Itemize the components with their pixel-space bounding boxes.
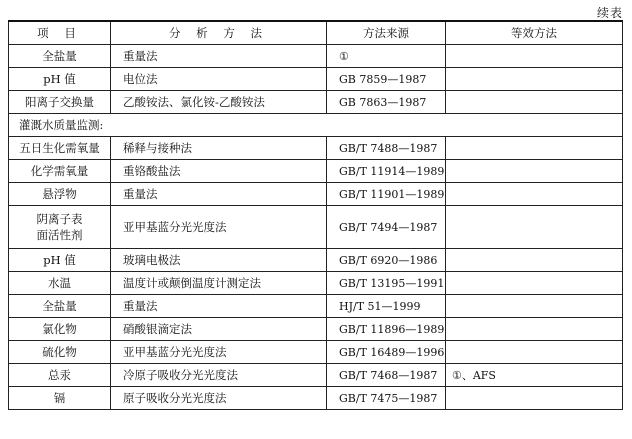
cell-source: GB/T 16489—1996	[327, 341, 446, 364]
cell-source: GB/T 7488—1987	[327, 137, 446, 160]
cell-method: 重量法	[111, 295, 327, 318]
continued-label: 续表	[596, 6, 623, 20]
cell-equivalent	[446, 272, 623, 295]
cell-item: 全盐量	[9, 295, 111, 318]
cell-source: GB/T 7468—1987	[327, 364, 446, 387]
cell-method: 亚甲基蓝分光光度法	[111, 341, 327, 364]
table-row	[9, 45, 623, 68]
cell-source: GB/T 6920—1986	[327, 249, 446, 272]
cell-equivalent	[446, 91, 623, 114]
cell-method: 乙酸铵法、氯化铵-乙酸铵法	[111, 91, 327, 114]
cell-item: 总汞	[9, 364, 111, 387]
header-item: 项 目	[9, 21, 111, 45]
cell-item: 五日生化需氧量	[9, 137, 111, 160]
table-row	[9, 341, 623, 364]
cell-item	[9, 206, 111, 249]
cell-item: pH 值	[9, 68, 111, 91]
cell-equivalent	[446, 318, 623, 341]
header-source: 方法来源	[327, 21, 446, 45]
cell-item: 镉	[9, 387, 111, 410]
section-title: 灌溉水质量监测:	[9, 114, 623, 137]
cell-equivalent	[446, 249, 623, 272]
cell-equivalent	[446, 68, 623, 91]
cell-method: 硝酸银滴定法	[111, 318, 327, 341]
table-row	[9, 68, 623, 91]
cell-source: GB 7863—1987	[327, 91, 446, 114]
cell-method: 玻璃电极法	[111, 249, 327, 272]
table-row	[9, 364, 623, 387]
cell-source: GB/T 13195—1991	[327, 272, 446, 295]
cell-source: ①	[327, 45, 446, 68]
cell-item: 悬浮物	[9, 183, 111, 206]
cell-method: 重量法	[111, 183, 327, 206]
table-row	[9, 318, 623, 341]
header-method: 分 析 方 法	[111, 21, 327, 45]
cell-method: 亚甲基蓝分光光度法	[111, 206, 327, 249]
table-row	[9, 272, 623, 295]
cell-equivalent	[446, 160, 623, 183]
table-row	[9, 249, 623, 272]
cell-equivalent	[446, 206, 623, 249]
cell-item: 水温	[9, 272, 111, 295]
section-row	[9, 114, 623, 137]
table-header-row	[9, 21, 623, 45]
cell-item: 硫化物	[9, 341, 111, 364]
cell-item: 化学需氧量	[9, 160, 111, 183]
cell-method: 重量法	[111, 45, 327, 68]
cell-equivalent: ①、AFS	[446, 364, 623, 387]
cell-method: 温度计或颠倒温度计测定法	[111, 272, 327, 295]
cell-source: GB/T 11914—1989	[327, 160, 446, 183]
cell-source: GB/T 11901—1989	[327, 183, 446, 206]
cell-method: 原子吸收分光光度法	[111, 387, 327, 410]
cell-source: HJ/T 51—1999	[327, 295, 446, 318]
table-row	[9, 160, 623, 183]
cell-item-line2: 面活性剂	[36, 228, 83, 242]
cell-method: 电位法	[111, 68, 327, 91]
table-row	[9, 295, 623, 318]
cell-source: GB/T 11896—1989	[327, 318, 446, 341]
cell-equivalent	[446, 341, 623, 364]
cell-equivalent	[446, 45, 623, 68]
table-row	[9, 387, 623, 410]
cell-item-line1: 阴离子表	[36, 212, 83, 226]
table-row	[9, 183, 623, 206]
cell-source: GB/T 7475—1987	[327, 387, 446, 410]
cell-item: 阳离子交换量	[9, 91, 111, 114]
cell-equivalent	[446, 137, 623, 160]
cell-method: 冷原子吸收分光光度法	[111, 364, 327, 387]
cell-source: GB 7859—1987	[327, 68, 446, 91]
table-row	[9, 137, 623, 160]
cell-method: 稀释与接种法	[111, 137, 327, 160]
table-row	[9, 206, 623, 249]
cell-item: 全盐量	[9, 45, 111, 68]
cell-item: 氯化物	[9, 318, 111, 341]
cell-equivalent	[446, 295, 623, 318]
table-row	[9, 91, 623, 114]
cell-equivalent	[446, 183, 623, 206]
header-equivalent: 等效方法	[446, 21, 623, 45]
analysis-methods-table	[8, 20, 623, 410]
cell-method: 重铬酸盐法	[111, 160, 327, 183]
cell-source: GB/T 7494—1987	[327, 206, 446, 249]
cell-item: pH 值	[9, 249, 111, 272]
cell-equivalent	[446, 387, 623, 410]
